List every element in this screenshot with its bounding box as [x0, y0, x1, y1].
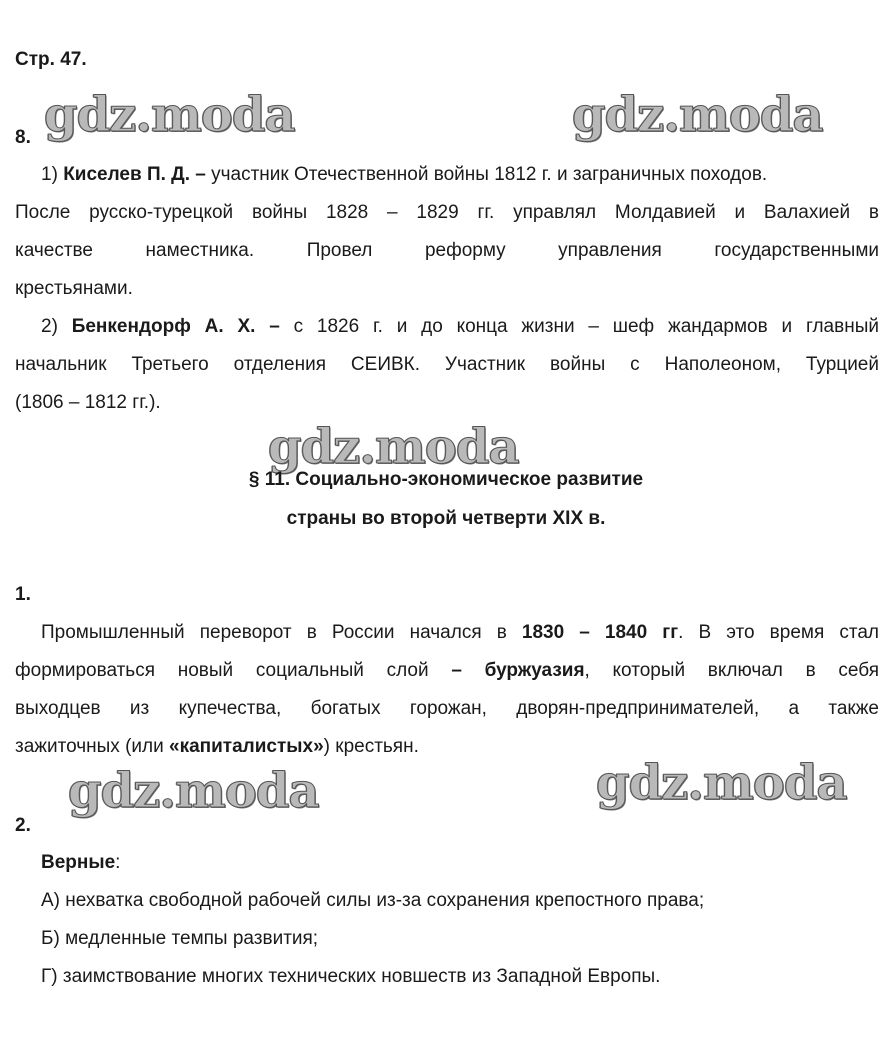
answer-line: Промышленный переворот в России начался в 1830 – 1840 гг. В это время стал	[41, 622, 879, 643]
person-name: Киселев П. Д.	[63, 164, 190, 185]
list-item: А) нехватка свободной рабочей силы из-за сохранения крепостного права;	[41, 890, 705, 911]
task-number: 1.	[15, 584, 31, 605]
answer-line: начальник Третьего отделения СЕИВК. Участник войны с Наполеоном, Турцией	[15, 354, 879, 375]
watermark: gdz.moda	[68, 763, 319, 819]
list-item: Б) медленные темпы развития;	[41, 928, 319, 949]
answer-heading: Верные:	[41, 852, 121, 873]
section-title: § 11. Социально-экономическое развитие	[248, 469, 644, 490]
answer-line: зажиточных (или «капиталистых») крестьян.	[15, 736, 419, 757]
person-name: Бенкендорф А. Х.	[71, 316, 256, 337]
answer-line: 1) Киселев П. Д. – участник Отечественной войны 1812 г. и заграничных походов.	[41, 164, 768, 185]
task-number: 8.	[15, 127, 31, 148]
answer-line: выходцев из купечества, богатых горожан, дворян-предпринимателей, а также	[15, 698, 879, 719]
section-title: страны во второй четверти XIX в.	[286, 508, 606, 529]
answer-line: После русско-турецкой войны 1828 – 1829 гг. управлял Молдавией и Валахией в	[15, 202, 879, 223]
watermark: gdz.moda	[268, 419, 519, 475]
page-label: Стр. 47.	[15, 49, 87, 70]
watermark: gdz.moda	[44, 87, 295, 143]
answer-line: (1806 – 1812 гг.).	[15, 392, 161, 413]
list-item: Г) заимствование многих технических новшеств из Западной Европы.	[41, 966, 661, 987]
watermark: gdz.moda	[596, 755, 847, 811]
answer-line: качестве наместника. Провел реформу управления государственными	[15, 240, 879, 261]
answer-line: крестьянами.	[15, 278, 133, 299]
task-number: 2.	[15, 815, 31, 836]
answer-line: формироваться новый социальный слой – буржуазия, который включал в себя	[15, 660, 879, 681]
answer-line: 2) Бенкендорф А. Х. – с 1826 г. и до конца жизни – шеф жандармов и главный	[41, 316, 879, 337]
watermark: gdz.moda	[572, 87, 823, 143]
